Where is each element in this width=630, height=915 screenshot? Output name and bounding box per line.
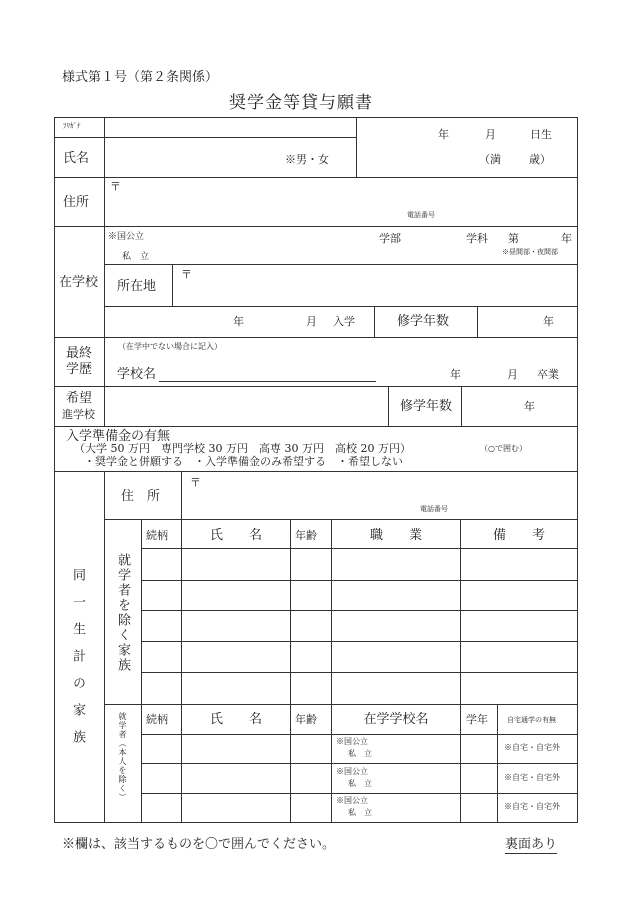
col-school: 在学学校名 bbox=[363, 712, 429, 727]
col-student-name: 氏 名 bbox=[209, 712, 262, 727]
furigana-label: ﾌﾘｶﾞﾅ bbox=[63, 122, 81, 130]
school-name-field[interactable] bbox=[160, 362, 375, 380]
birth-month-label: 月 bbox=[485, 128, 496, 141]
sex-options[interactable]: ※男・女 bbox=[285, 153, 329, 166]
footer-note: ※欄は、該当するものを〇で囲んでください。 bbox=[62, 837, 336, 852]
col-grade: 学年 bbox=[466, 713, 488, 726]
school-name-underline bbox=[159, 381, 376, 382]
final-education-label-1: 最終 bbox=[66, 346, 93, 361]
col-remarks: 備 考 bbox=[492, 528, 545, 543]
preparation-amounts: （大学 50 万円 専門学校 30 万円 高専 30 万円 高校 20 万円） bbox=[74, 442, 411, 455]
grade-suffix-label: 年 bbox=[561, 232, 572, 245]
school-location-field[interactable] bbox=[173, 265, 577, 305]
day-night-options[interactable]: ※昼間部・夜間部 bbox=[502, 248, 558, 256]
location-label: 所在地 bbox=[117, 279, 157, 294]
birth-year-label: 年 bbox=[438, 128, 449, 141]
postal-mark: 〒 bbox=[110, 180, 121, 193]
study-years-label: 修学年数 bbox=[397, 314, 450, 329]
reverse-side-note: 裏面あり bbox=[505, 837, 558, 852]
phone-label: 電話番号 bbox=[407, 211, 435, 219]
col-relation: 続柄 bbox=[146, 529, 168, 542]
preparation-options[interactable]: ・奨学金と併願する ・入学準備金のみ希望する ・希望しない bbox=[84, 455, 403, 468]
col-student-age: 年齢 bbox=[295, 713, 317, 726]
family-address-label: 住 所 bbox=[121, 489, 161, 504]
school-postal-mark: 〒 bbox=[181, 268, 192, 281]
table-row[interactable] bbox=[142, 642, 577, 671]
family-phone-label: 電話番号 bbox=[420, 505, 448, 513]
name-field[interactable] bbox=[105, 138, 280, 176]
desired-study-years-label: 修学年数 bbox=[400, 399, 453, 414]
desired-school-label-2: 進学校 bbox=[62, 408, 95, 421]
family-postal-mark: 〒 bbox=[190, 476, 201, 489]
name-label: 氏名 bbox=[63, 151, 90, 166]
desired-study-years-unit: 年 bbox=[524, 400, 535, 413]
student-family-label: 就学者（本人を除く） bbox=[118, 712, 127, 802]
col-age: 年齢 bbox=[295, 529, 317, 542]
col-name: 氏 名 bbox=[209, 528, 262, 543]
grade-prefix-label: 第 bbox=[508, 232, 519, 245]
student-2-commute-options[interactable]: ※自宅・自宅外 bbox=[504, 773, 560, 782]
student-3-private-option[interactable]: 私 立 bbox=[348, 808, 372, 817]
school-name-label: 学校名 bbox=[117, 367, 157, 382]
enroll-month-label: 月 bbox=[306, 315, 317, 328]
col-commute: 自宅通学の有無 bbox=[507, 716, 556, 724]
graduation-month-label: 月 bbox=[507, 368, 518, 381]
table-row[interactable] bbox=[142, 549, 577, 579]
final-education-label-2: 学歴 bbox=[66, 362, 93, 377]
table-row[interactable] bbox=[142, 611, 577, 640]
desired-school-label-1: 希望 bbox=[66, 391, 93, 406]
school-private-option[interactable]: 私 立 bbox=[122, 252, 150, 262]
age-open-label: （満 bbox=[479, 153, 501, 166]
enroll-label: 入学 bbox=[333, 315, 355, 328]
desired-school-field[interactable] bbox=[105, 387, 387, 425]
final-education-note: （在学中でない場合に記入） bbox=[118, 342, 222, 351]
preparation-circle-note: （○で囲む） bbox=[480, 444, 527, 453]
student-1-commute-options[interactable]: ※自宅・自宅外 bbox=[504, 743, 560, 752]
age-close-label: 歳） bbox=[529, 153, 551, 166]
student-1-private-option[interactable]: 私 立 bbox=[348, 749, 372, 758]
non-student-family-label: 就学者を除く家族 bbox=[115, 553, 130, 673]
graduation-year-label: 年 bbox=[450, 368, 461, 381]
table-row[interactable] bbox=[142, 581, 577, 609]
department-label: 学科 bbox=[466, 232, 488, 245]
family-side-label: 同一生計の家族 bbox=[70, 568, 85, 757]
col-occupation: 職 業 bbox=[369, 528, 422, 543]
page-title: 奨学金等貸与願書 bbox=[229, 93, 373, 113]
preparation-title: 入学準備金の有無 bbox=[66, 429, 171, 444]
form-number: 様式第１号（第２条関係） bbox=[62, 70, 219, 85]
furigana-field[interactable] bbox=[105, 118, 355, 136]
school-public-option[interactable]: ※国公立 bbox=[108, 232, 145, 242]
table-row[interactable] bbox=[142, 673, 577, 703]
col-student-relation: 続柄 bbox=[146, 713, 168, 726]
student-2-public-option[interactable]: ※国公立 bbox=[336, 767, 368, 776]
faculty-label: 学部 bbox=[379, 232, 401, 245]
student-3-commute-options[interactable]: ※自宅・自宅外 bbox=[504, 802, 560, 811]
student-3-public-option[interactable]: ※国公立 bbox=[336, 796, 368, 805]
enroll-year-label: 年 bbox=[233, 315, 244, 328]
graduated-label: 卒業 bbox=[537, 368, 559, 381]
address-field[interactable] bbox=[105, 178, 577, 225]
school-label: 在学校 bbox=[59, 275, 99, 290]
study-years-unit: 年 bbox=[543, 315, 554, 328]
student-1-public-option[interactable]: ※国公立 bbox=[336, 737, 368, 746]
birth-day-label: 日生 bbox=[530, 128, 552, 141]
address-label: 住所 bbox=[63, 195, 90, 210]
student-2-private-option[interactable]: 私 立 bbox=[348, 779, 372, 788]
family-address-field[interactable] bbox=[182, 472, 577, 518]
